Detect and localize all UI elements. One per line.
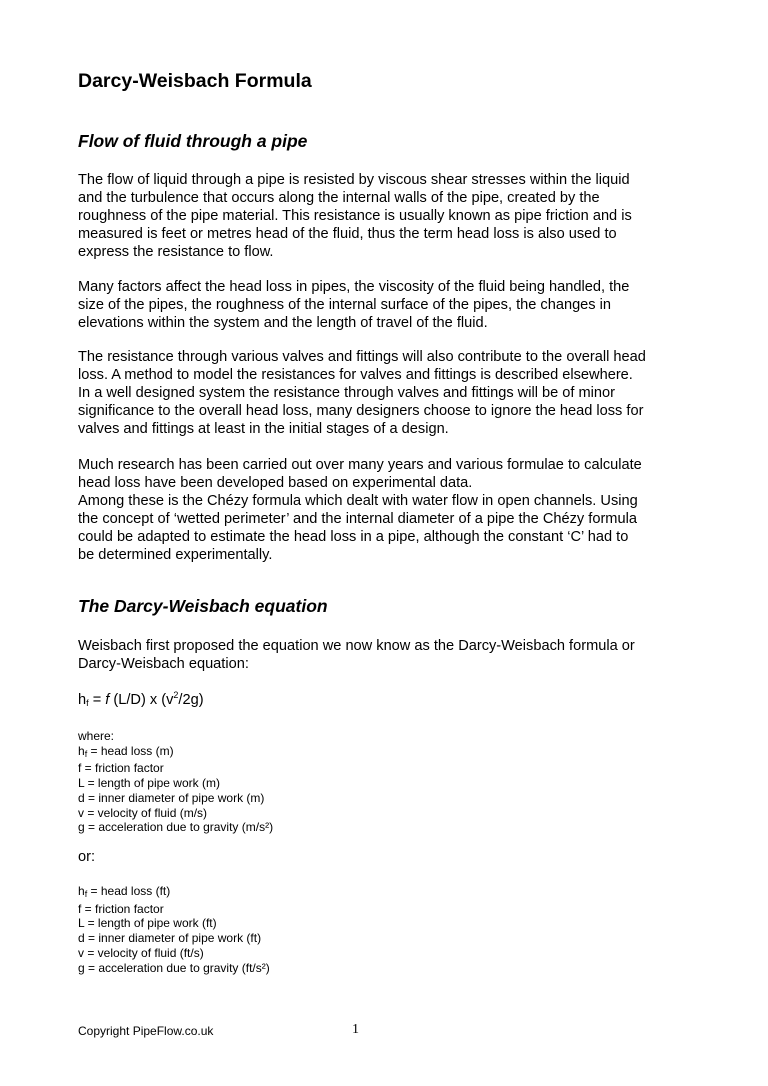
text-line: Among these is the Chézy formula which dealt with water flow in open channels. Using	[78, 493, 638, 509]
eq-equals: =	[88, 692, 106, 708]
text-line: be determined experimentally.	[78, 547, 273, 563]
text-line: The flow of liquid through a pipe is resisted by viscous shear stresses within the liquid	[78, 172, 630, 188]
section-heading-darcy-weisbach: The Darcy-Weisbach equation	[78, 596, 328, 616]
or-label: or:	[78, 849, 96, 865]
text-line: head loss have been developed based on experimental data.	[78, 475, 473, 491]
text-line: Much research has been carried out over many years and various formulae to calculate	[78, 457, 642, 473]
variable-line: f = friction factor	[78, 901, 164, 916]
text-line: Weisbach first proposed the equation we now know as the Darcy-Weisbach formula or	[78, 638, 635, 654]
text-line: express the resistance to flow.	[78, 244, 274, 260]
paragraph-research-chezy	[78, 456, 698, 564]
variable-line: L = length of pipe work (ft)	[78, 916, 217, 931]
variable-line: v = velocity of fluid (ft/s)	[78, 945, 204, 960]
text-line: significance to the overall head loss, many designers choose to ignore the head loss for	[78, 403, 644, 419]
text-line: size of the pipes, the roughness of the internal surface of the pipes, the changes in	[78, 297, 612, 313]
variable-line: f = friction factor	[78, 761, 164, 776]
eq-superscript-2: 2	[173, 690, 179, 700]
variable-line: g = acceleration due to gravity (m/s²)	[78, 820, 274, 835]
eq-middle: (L/D) x (v	[109, 692, 174, 708]
text-line: roughness of the pipe material. This resistance is usually known as pipe friction and is	[78, 208, 632, 224]
footer-copyright: Copyright PipeFlow.co.uk	[78, 1024, 214, 1038]
paragraph-flow-resistance	[78, 171, 698, 261]
section-heading-flow: Flow of fluid through a pipe	[78, 131, 308, 151]
paragraph-weisbach-intro	[78, 637, 698, 673]
variable-line: d = inner diameter of pipe work (ft)	[78, 931, 262, 946]
text-line: Many factors affect the head loss in pipes, the viscosity of the fluid being handled, the	[78, 279, 630, 295]
variable-line: L = length of pipe work (m)	[78, 776, 220, 791]
text-line: the concept of ‘wetted perimeter’ and the internal diameter of a pipe the Chézy formula	[78, 511, 637, 527]
variable-hf: $h_f$ = head loss (m)	[78, 743, 174, 759]
variable-hf: $h_f$ = head loss (ft)	[78, 884, 171, 899]
eq-h: h	[78, 692, 87, 708]
text-line: The resistance through various valves and fittings will also contribute to the overall head	[78, 349, 646, 365]
text-line: In a well designed system the resistance through valves and fittings will be of minor	[78, 385, 615, 401]
text-line: loss. A method to model the resistances for valves and fittings is described elsewhere.	[78, 367, 633, 383]
text-line: Darcy-Weisbach equation:	[78, 656, 249, 672]
text-line: elevations within the system and the length of travel of the fluid.	[78, 315, 488, 331]
text-line: and the turbulence that occurs along the internal walls of the pipe, created by the	[78, 190, 600, 206]
paragraph-head-loss-factors	[78, 278, 698, 332]
text-line: could be adapted to estimate the head loss in a pipe, although the constant ‘C’ had to	[78, 529, 629, 545]
variable-line: d = inner diameter of pipe work (m)	[78, 790, 265, 805]
paragraph-valves-fittings	[78, 348, 698, 438]
where-label: where:	[78, 729, 115, 743]
eq-end: /2g)	[178, 692, 204, 708]
variable-list-imperial	[78, 884, 270, 975]
page-number: 1	[352, 1022, 359, 1037]
text-line: measured is feet or metres head of the fluid, thus the term head loss is also used to	[78, 226, 617, 242]
eq-friction-f: f	[105, 692, 110, 708]
variable-line: v = velocity of fluid (m/s)	[78, 805, 208, 820]
text-line: valves and fittings at least in the initial stages of a design.	[78, 421, 449, 437]
document-title: Darcy-Weisbach Formula	[78, 70, 312, 92]
variable-line: g = acceleration due to gravity (ft/s²)	[78, 960, 270, 975]
eq-subscript-f: f	[86, 698, 89, 708]
variable-list-metric	[78, 729, 273, 835]
darcy-weisbach-equation	[78, 690, 204, 708]
